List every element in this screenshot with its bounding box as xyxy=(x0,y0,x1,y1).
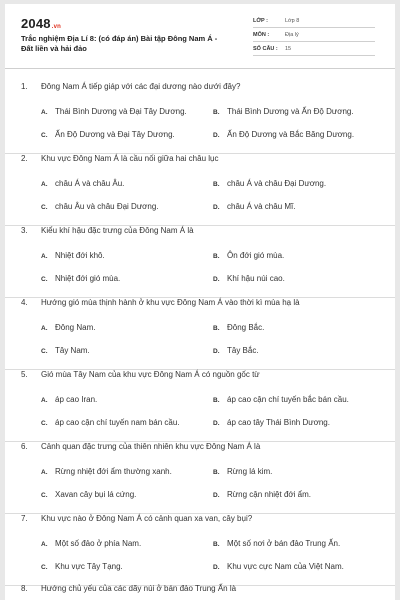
answer-option-a[interactable] xyxy=(41,179,124,190)
question-number: 6. xyxy=(21,442,28,451)
option-text: Khí hậu núi cao. xyxy=(227,274,285,283)
question-prompt: Cảnh quan đặc trưng của thiên nhiên khu vực Đông Nam Á là xyxy=(41,442,261,451)
answer-option-c[interactable] xyxy=(41,202,159,213)
answer-option-a[interactable] xyxy=(41,539,141,550)
option-text: Thái Bình Dương và Ấn Độ Dương. xyxy=(227,107,354,116)
option-text: Ấn Độ Dương và Bắc Băng Dương. xyxy=(227,130,355,139)
meta-row-count xyxy=(253,42,375,56)
option-key: C. xyxy=(41,132,48,139)
option-key: A. xyxy=(41,541,48,548)
answer-option-d[interactable] xyxy=(213,274,285,285)
option-key: B. xyxy=(213,469,220,476)
question-text xyxy=(21,584,386,594)
answer-option-c[interactable] xyxy=(41,562,123,573)
question-text xyxy=(21,154,386,164)
option-text: Khu vực cực Nam của Việt Nam. xyxy=(227,562,344,571)
question-prompt: Đông Nam Á tiếp giáp với các đại dương nào dưới đây? xyxy=(41,82,241,91)
question-text xyxy=(21,370,386,380)
answer-option-b[interactable] xyxy=(213,539,340,550)
question-number: 5. xyxy=(21,370,28,379)
option-text: Một số nơi ở bán đảo Trung Ấn. xyxy=(227,539,341,548)
question-text xyxy=(21,226,386,236)
answer-option-b[interactable] xyxy=(213,467,272,478)
option-key: B. xyxy=(213,541,220,548)
option-key: C. xyxy=(41,564,48,571)
option-key: A. xyxy=(41,253,48,260)
option-key: D. xyxy=(213,492,220,499)
option-text: Rừng cận nhiệt đới ẩm. xyxy=(227,490,311,499)
option-text: áp cao Iran. xyxy=(55,395,98,404)
option-text: Một số đảo ở phía Nam. xyxy=(55,539,142,548)
question-number: 7. xyxy=(21,514,28,523)
question-prompt: Gió mùa Tây Nam của khu vực Đông Nam Á có nguồn gốc từ xyxy=(41,370,260,379)
question-prompt: Hướng chủ yếu của các dãy núi ở bán đảo Trung Ấn là xyxy=(41,584,237,593)
question-number: 4. xyxy=(21,298,28,307)
meta-row-class xyxy=(253,14,375,28)
answer-option-b[interactable] xyxy=(213,179,326,190)
option-text: áp cao tây Thái Bình Dương. xyxy=(227,418,330,427)
option-text: áp cao cận chí tuyến nam bán cầu. xyxy=(55,418,180,427)
option-key: B. xyxy=(213,397,220,404)
question-text xyxy=(21,298,386,308)
option-key: C. xyxy=(41,276,48,283)
meta-table xyxy=(253,14,375,56)
option-key: D. xyxy=(213,276,220,283)
option-key: D. xyxy=(213,348,220,355)
option-key: C. xyxy=(41,348,48,355)
quiz-page xyxy=(5,4,395,600)
logo-main: 2048 xyxy=(21,16,51,31)
option-text: Đông Nam. xyxy=(55,323,96,332)
question-number: 2. xyxy=(21,154,28,163)
option-text: Ôn đới gió mùa. xyxy=(227,251,285,260)
answer-option-b[interactable] xyxy=(213,251,284,262)
option-text: Rừng nhiệt đới ẩm thường xanh. xyxy=(55,467,172,476)
option-key: B. xyxy=(213,181,220,188)
answer-option-d[interactable] xyxy=(213,130,354,141)
option-key: D. xyxy=(213,564,220,571)
option-key: A. xyxy=(41,109,48,116)
answer-option-a[interactable] xyxy=(41,107,187,118)
answer-option-c[interactable] xyxy=(41,346,90,357)
answer-option-d[interactable] xyxy=(213,562,344,573)
option-text: châu Á và châu Mĩ. xyxy=(227,202,296,211)
answer-option-b[interactable] xyxy=(213,395,349,406)
answer-option-b[interactable] xyxy=(213,323,264,334)
option-key: C. xyxy=(41,420,48,427)
question-prompt: Khu vực nào ở Đông Nam Á có cảnh quan xa van, cây bụi? xyxy=(41,514,253,523)
option-key: A. xyxy=(41,325,48,332)
question-number: 8. xyxy=(21,584,28,593)
option-text: châu Á và châu Đại Dương. xyxy=(227,179,327,188)
option-text: Thái Bình Dương và Đại Tây Dương. xyxy=(55,107,187,116)
option-text: Tây Bắc. xyxy=(227,346,259,355)
option-text: châu Á và châu Âu. xyxy=(55,179,125,188)
question-prompt: Khu vực Đông Nam Á là cầu nối giữa hai châu lục xyxy=(41,154,219,163)
question-text xyxy=(21,514,386,524)
answer-option-d[interactable] xyxy=(213,490,311,501)
answer-option-d[interactable] xyxy=(213,346,259,357)
option-key: D. xyxy=(213,420,220,427)
answer-option-a[interactable] xyxy=(41,251,105,262)
meta-value: Lớp 8 xyxy=(285,17,300,24)
question-text xyxy=(21,82,386,92)
answer-option-c[interactable] xyxy=(41,274,120,285)
meta-row-subject xyxy=(253,28,375,42)
option-key: D. xyxy=(213,204,220,211)
option-key: A. xyxy=(41,181,48,188)
answer-option-d[interactable] xyxy=(213,202,295,213)
meta-value: 15 xyxy=(285,45,292,52)
logo-suffix: .vn xyxy=(51,24,62,30)
option-key: A. xyxy=(41,397,48,404)
option-text: Tây Nam. xyxy=(55,346,90,355)
option-text: châu Âu và châu Đại Dương. xyxy=(55,202,159,211)
option-text: Đông Bắc. xyxy=(227,323,265,332)
answer-option-a[interactable] xyxy=(41,467,172,478)
option-key: C. xyxy=(41,204,48,211)
question-number: 1. xyxy=(21,82,28,91)
option-key: D. xyxy=(213,132,220,139)
option-text: Nhiệt đới khô. xyxy=(55,251,105,260)
answer-option-b[interactable] xyxy=(213,107,354,118)
option-key: B. xyxy=(213,325,220,332)
answer-option-a[interactable] xyxy=(41,323,95,334)
option-key: C. xyxy=(41,492,48,499)
answer-option-c[interactable] xyxy=(41,130,175,141)
answer-option-c[interactable] xyxy=(41,418,180,429)
question-text xyxy=(21,442,386,452)
option-text: Khu vực Tây Tạng. xyxy=(55,562,123,571)
meta-value: Địa lý xyxy=(285,31,299,38)
option-key: B. xyxy=(213,253,220,260)
option-text: Nhiệt đới gió mùa. xyxy=(55,274,121,283)
answer-option-a[interactable] xyxy=(41,395,97,406)
question-prompt: Hướng gió mùa thịnh hành ở khu vực Đông Nam Á vào thời kì mùa hạ là xyxy=(41,298,300,307)
option-key: B. xyxy=(213,109,220,116)
option-text: Xavan cây bụi lá cứng. xyxy=(55,490,137,499)
option-text: áp cao cận chí tuyến bắc bán cầu. xyxy=(227,395,349,404)
page-header xyxy=(5,4,395,64)
meta-key: SỐ CÂU : xyxy=(253,45,278,52)
option-text: Ấn Độ Dương và Đại Tây Dương. xyxy=(55,130,175,139)
header-divider xyxy=(5,68,395,69)
meta-key: LỚP : xyxy=(253,17,268,24)
question-prompt: Kiểu khí hậu đặc trưng của Đông Nam Á là xyxy=(41,226,194,235)
question-number: 3. xyxy=(21,226,28,235)
answer-option-c[interactable] xyxy=(41,490,136,501)
site-logo[interactable] xyxy=(21,16,61,31)
answer-option-d[interactable] xyxy=(213,418,330,429)
document-title: Trắc nghiệm Địa Lí 8: (có đáp án) Bài tập Đông Nam Á - Đất liền và hải đảo xyxy=(21,34,218,53)
option-text: Rừng lá kim. xyxy=(227,467,273,476)
option-key: A. xyxy=(41,469,48,476)
meta-key: MÔN : xyxy=(253,31,270,38)
